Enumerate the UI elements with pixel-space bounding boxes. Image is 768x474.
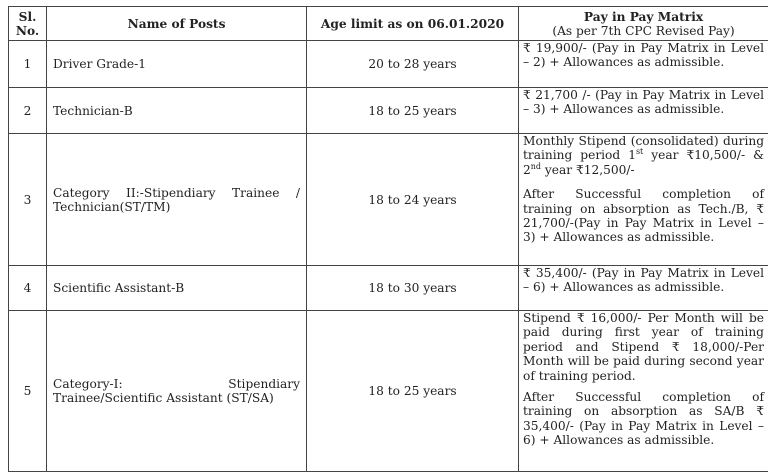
sl-no-cell: 2 — [9, 88, 47, 134]
table-row — [9, 311, 768, 472]
absorption-pay-text: After Successful completion of training on absorption as SA/B ₹ 35,400/- (Pay in Pay Matrix in Level – 6) + Allowances as admissible. — [523, 390, 764, 448]
post-name-cell: Scientific Assistant-B — [47, 266, 307, 311]
paragraph-gap — [523, 383, 764, 390]
pay-cell — [519, 134, 768, 266]
pay-text: ₹ 19,900/- (Pay in Pay Matrix in Level – 2) + Allowances as admissible. — [523, 41, 764, 70]
header-pay — [519, 7, 768, 41]
post-name-cell: Category II:-Stipendiary Trainee / Technician(ST/TM) — [47, 134, 307, 266]
table-row — [9, 134, 768, 266]
header-pay-subtitle: (As per 7th CPC Revised Pay) — [552, 23, 735, 38]
sl-no-cell: 3 — [9, 134, 47, 266]
header-sl-no: Sl. No. — [9, 7, 47, 41]
table-row — [9, 266, 768, 311]
age-limit-cell: 18 to 24 years — [307, 134, 519, 266]
pay-text: ₹ 21,700 /- (Pay in Pay Matrix in Level – 3) + Allowances as admissible. — [523, 88, 764, 117]
sl-no-cell: 4 — [9, 266, 47, 311]
post-name-cell: Technician-B — [47, 88, 307, 134]
age-limit-cell: 20 to 28 years — [307, 41, 519, 88]
posts-table — [8, 6, 768, 472]
pay-cell — [519, 266, 768, 311]
header-age-limit: Age limit as on 06.01.2020 — [307, 7, 519, 41]
stipend-text: Monthly Stipend (consolidated) during training period 1st year ₹10,500/- & 2nd year ₹12,500/- — [523, 134, 764, 177]
post-name-cell: Category-I: Stipendiary Trainee/Scientific Assistant (ST/SA) — [47, 311, 307, 472]
pay-cell — [519, 311, 768, 472]
pay-text: ₹ 35,400/- (Pay in Pay Matrix in Level – 6) + Allowances as admissible. — [523, 266, 764, 295]
table-row — [9, 88, 768, 134]
paragraph-gap — [523, 177, 764, 187]
post-name-cell: Driver Grade-1 — [47, 41, 307, 88]
age-limit-cell: 18 to 30 years — [307, 266, 519, 311]
age-limit-cell: 18 to 25 years — [307, 311, 519, 472]
header-pay-title: Pay in Pay Matrix — [583, 9, 704, 24]
header-row — [9, 7, 768, 41]
sl-no-cell: 1 — [9, 41, 47, 88]
pay-cell — [519, 88, 768, 134]
absorption-pay-text: After Successful completion of training on absorption as Tech./B, ₹ 21,700/-(Pay in Pay Matrix in Level – 3) + Allowances as admissible. — [523, 187, 764, 245]
sl-no-cell: 5 — [9, 311, 47, 472]
pay-cell — [519, 41, 768, 88]
age-limit-cell: 18 to 25 years — [307, 88, 519, 134]
stipend-text: Stipend ₹ 16,000/- Per Month will be paid during first year of training period and Stipend ₹ 18,000/-Per Month will be paid during second year of training period. — [523, 311, 764, 383]
header-name-of-posts: Name of Posts — [47, 7, 307, 41]
table-row — [9, 41, 768, 88]
